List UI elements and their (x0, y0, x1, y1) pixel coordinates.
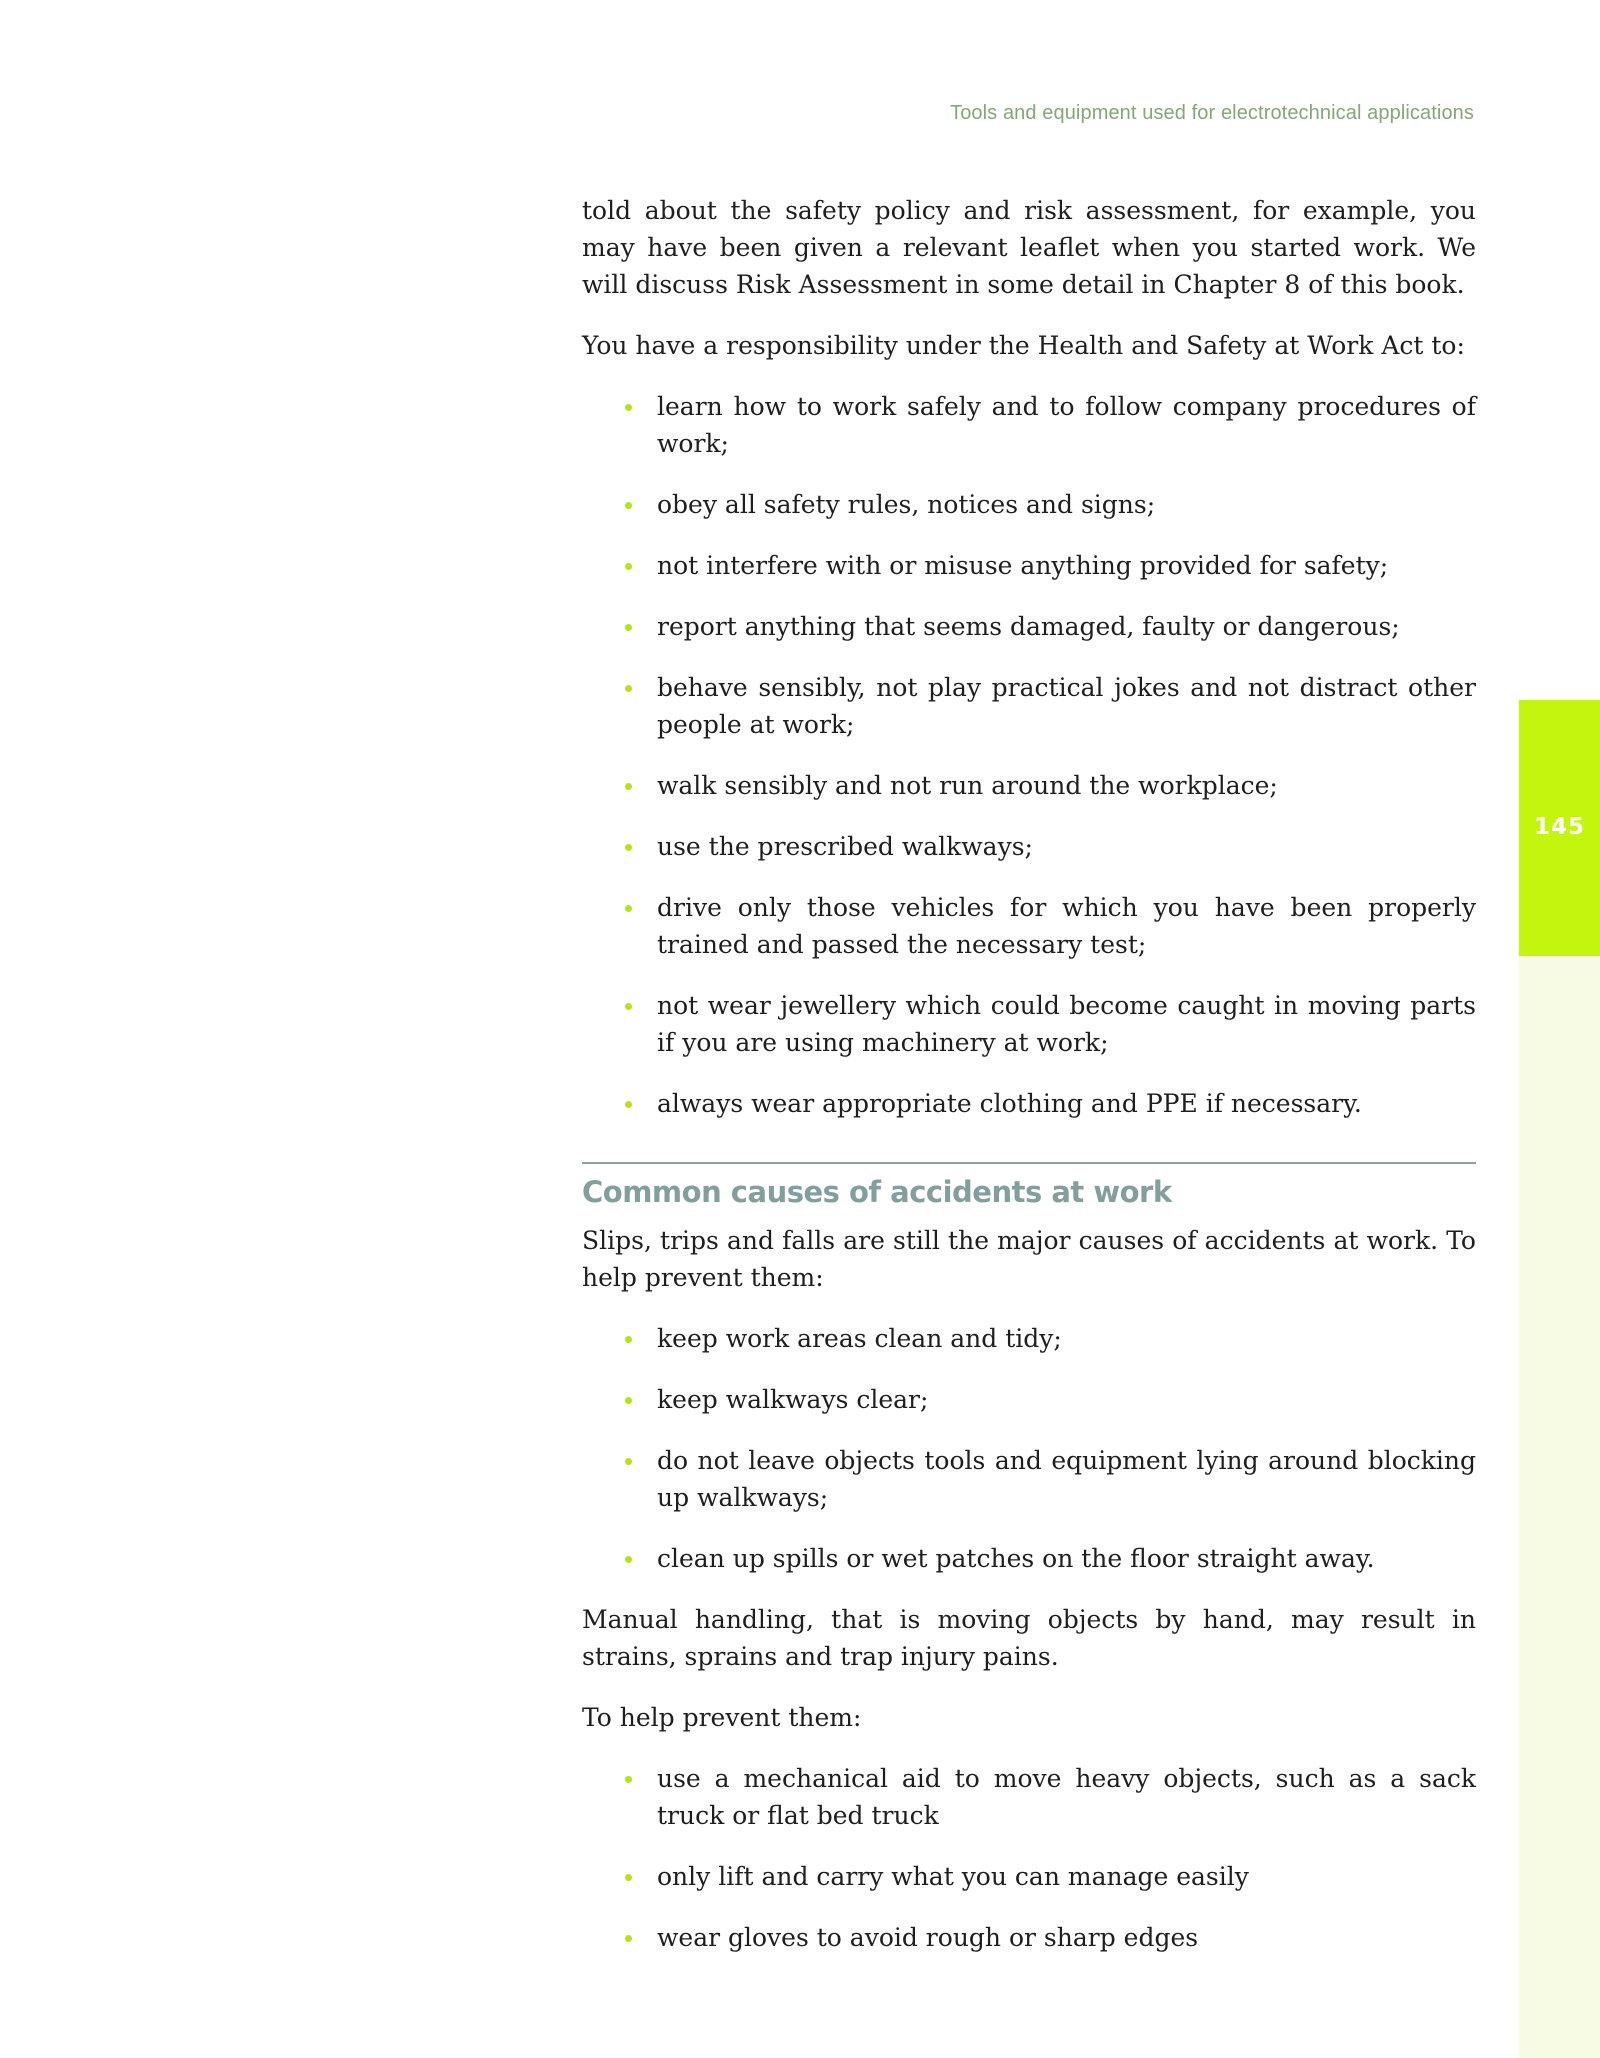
bullet-icon (625, 1336, 632, 1343)
bullet-icon (625, 1776, 632, 1783)
section-heading: Common causes of accidents at work (582, 1175, 1172, 1209)
list-item (582, 1085, 1476, 1122)
bullet-icon (625, 905, 632, 912)
bullet-icon (625, 685, 632, 692)
list-item (582, 767, 1476, 804)
bullet-icon (625, 844, 632, 851)
list-item-text: use a mechanical aid to move heavy objects, such as a sack truck or flat bed truck (657, 1764, 1476, 1830)
list-item (582, 1919, 1476, 1956)
list-item (582, 547, 1476, 584)
bullet-icon (625, 1003, 632, 1010)
bullet-icon (625, 1874, 632, 1881)
responsibilities-list (582, 388, 1476, 1122)
list-item (582, 1858, 1476, 1895)
slips-list (582, 1320, 1476, 1577)
bullet-icon (625, 1397, 632, 1404)
list-item-text: drive only those vehicles for which you have been properly trained and passed the necessary test; (657, 893, 1476, 959)
bullet-icon (625, 1935, 632, 1942)
list-item-text: not wear jewellery which could become caught in moving parts if you are using machinery at work; (657, 991, 1476, 1057)
bullet-icon (625, 624, 632, 631)
list-item (582, 1442, 1476, 1516)
running-header: Tools and equipment used for electrotechnical applications (950, 102, 1474, 124)
section-divider (582, 1162, 1476, 1164)
list-item-text: report anything that seems damaged, faulty or dangerous; (657, 612, 1400, 641)
list-item-text: obey all safety rules, notices and signs; (657, 490, 1156, 519)
manual-handling-list (582, 1760, 1476, 1956)
list-item (582, 889, 1476, 963)
list-item-text: always wear appropriate clothing and PPE if necessary. (657, 1089, 1362, 1118)
responsibility-lead: You have a responsibility under the Health and Safety at Work Act to: (582, 331, 1465, 360)
list-item-text: walk sensibly and not run around the workplace; (657, 771, 1278, 800)
bullet-icon (625, 502, 632, 509)
list-item (582, 1760, 1476, 1834)
list-item (582, 1540, 1476, 1577)
bullet-icon (625, 404, 632, 411)
page-body (582, 192, 1476, 1980)
list-item (582, 1381, 1476, 1418)
list-item-text: not interfere with or misuse anything provided for safety; (657, 551, 1389, 580)
list-item-text: use the prescribed walkways; (657, 832, 1033, 861)
list-item-text: keep walkways clear; (657, 1385, 929, 1414)
bullet-icon (625, 563, 632, 570)
bullet-icon (625, 1101, 632, 1108)
list-item (582, 608, 1476, 645)
list-item-text: only lift and carry what you can manage easily (657, 1862, 1249, 1891)
bullet-icon (625, 783, 632, 790)
list-item-text: clean up spills or wet patches on the floor straight away. (657, 1544, 1375, 1573)
list-item (582, 388, 1476, 462)
bullet-icon (625, 1556, 632, 1563)
list-item-text: do not leave objects tools and equipment lying around blocking up walkways; (657, 1446, 1476, 1512)
bullet-icon (625, 1458, 632, 1465)
list-item-text: behave sensibly, not play practical jokes and not distract other people at work; (657, 673, 1476, 739)
list-item (582, 828, 1476, 865)
list-item (582, 669, 1476, 743)
intro-paragraph: told about the safety policy and risk assessment, for example, you may have been given a relevant leaflet when you started work. We will discuss Risk Assessment in some detail in Chapter 8 of this book. (582, 196, 1476, 299)
list-item-text: learn how to work safely and to follow company procedures of work; (657, 392, 1476, 458)
manual-handling-paragraph: Manual handling, that is moving objects by hand, may result in strains, sprains and trap injury pains. (582, 1605, 1476, 1671)
prevent-lead: To help prevent them: (582, 1703, 862, 1732)
list-item-text: keep work areas clean and tidy; (657, 1324, 1062, 1353)
list-item (582, 486, 1476, 523)
list-item-text: wear gloves to avoid rough or sharp edges (657, 1923, 1199, 1952)
list-item (582, 1320, 1476, 1357)
slips-paragraph: Slips, trips and falls are still the major causes of accidents at work. To help prevent them: (582, 1226, 1476, 1292)
list-item (582, 987, 1476, 1061)
page-number: 145 (1533, 814, 1585, 840)
